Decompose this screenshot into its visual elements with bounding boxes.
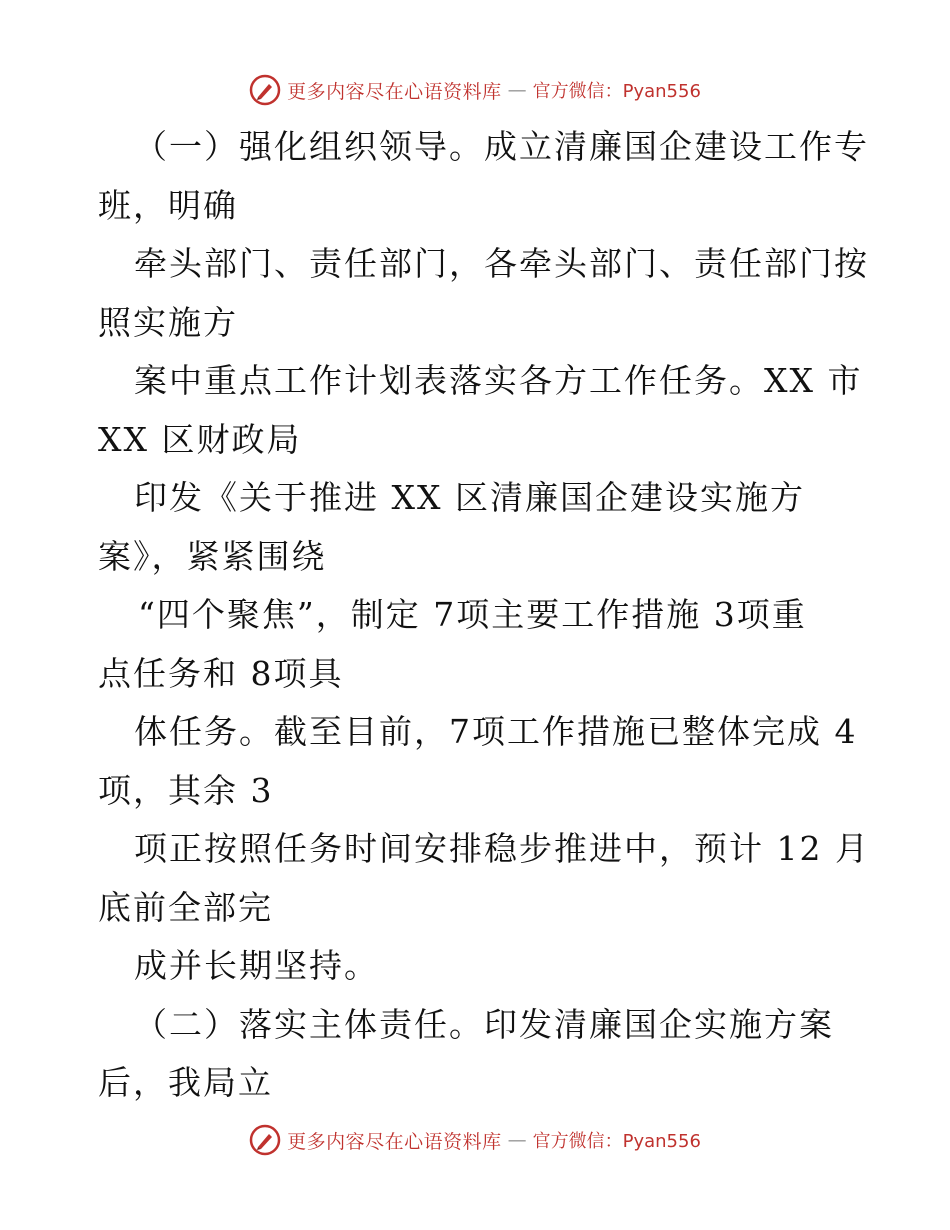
document-body bbox=[98, 118, 870, 1113]
text-line: 点任务和 8项具 bbox=[98, 653, 344, 693]
header-watermark bbox=[0, 72, 950, 108]
text-line: 照实施方 bbox=[98, 302, 238, 342]
text-line: （一）强化组织领导。成立清廉国企建设工作专 bbox=[134, 127, 869, 166]
footer-watermark bbox=[0, 1122, 950, 1158]
text-line: 案中重点工作计划表落实各方工作任务。XX 市 bbox=[134, 361, 863, 400]
text-line: 牵头部门、责任部门，各牵头部门、责任部门按 bbox=[134, 244, 869, 283]
pen-circle-logo-icon bbox=[249, 1124, 281, 1156]
text-line: 班，明确 bbox=[98, 185, 238, 225]
text-line: 印发《关于推进 XX 区清廉国企建设实施方 bbox=[134, 478, 805, 517]
text-line: 体任务。截至目前，7项工作措施已整体完成 4 bbox=[134, 712, 858, 751]
text-line: 成并长期坚持。 bbox=[134, 946, 379, 985]
text-line: 项，其余 3 bbox=[98, 770, 274, 810]
watermark-contact: 官方微信：Pyan556 bbox=[532, 81, 701, 102]
text-line: 底前全部完 bbox=[98, 887, 273, 927]
text-line: （二）落实主体责任。印发清廉国企实施方案 bbox=[134, 1004, 834, 1044]
pen-circle-logo-icon bbox=[249, 74, 281, 106]
text-line: XX 区财政局 bbox=[98, 419, 302, 459]
text-line: 项正按照任务时间安排稳步推进中，预计 12 月 bbox=[134, 829, 870, 868]
watermark-dash: — bbox=[507, 1129, 527, 1151]
watermark-text: 更多内容尽在心语资料库 bbox=[287, 1130, 502, 1153]
watermark-dash: — bbox=[507, 79, 527, 101]
text-line: “四个聚焦”，制定 7项主要工作措施 3项重 bbox=[138, 595, 807, 634]
text-line: 后，我局立 bbox=[98, 1063, 273, 1102]
watermark-text: 更多内容尽在心语资料库 bbox=[287, 80, 502, 103]
watermark-contact: 官方微信：Pyan556 bbox=[532, 1131, 701, 1152]
text-line: 案》，紧紧围绕 bbox=[98, 536, 327, 576]
